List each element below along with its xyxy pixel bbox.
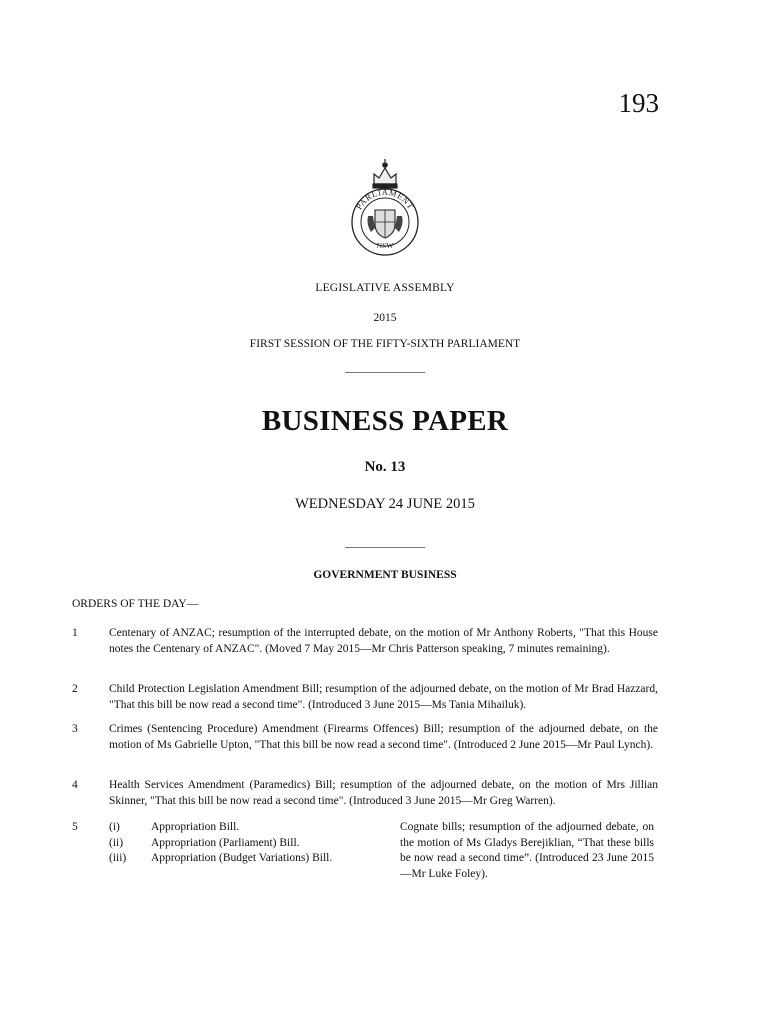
item-number: 4 bbox=[72, 779, 78, 791]
sub-item-bill: Appropriation (Parliament) Bill. bbox=[151, 836, 300, 849]
nsw-parliament-crest-icon bbox=[344, 158, 426, 258]
page-number: 193 bbox=[618, 88, 659, 118]
svg-text:PARLIAMENT: PARLIAMENT bbox=[353, 186, 417, 212]
item-text: Child Protection Legislation Amendment Bill; resumption of the adjourned debate, on the motion of Mr Brad Hazzard, "That this bill be now read a second time". (Introduced 3 June 2015—Ms Tania Mihailuk). bbox=[109, 683, 658, 711]
item-text: Health Services Amendment (Paramedics) Bill; resumption of the adjourned debate, on the motion of Mrs Jillian Skinner, "That this bill be now read a second time". (Introduced 3 June 2015—Mr Greg Warren). bbox=[109, 779, 658, 807]
paper-date: WEDNESDAY 24 JUNE 2015 bbox=[295, 496, 475, 512]
session-name: FIRST SESSION OF THE FIFTY-SIXTH PARLIAMENT bbox=[249, 338, 521, 350]
item-number: 5 bbox=[72, 821, 78, 833]
section-heading: GOVERNMENT BUSINESS bbox=[313, 569, 457, 581]
sub-item-numeral: (i) bbox=[109, 821, 120, 833]
item-text: Crimes (Sentencing Procedure) Amendment (Firearms Offences) Bill; resumption of the adjourned debate, on the motion of Ms Gabrielle Upton, "That this bill be now read a second time". (Introduced 2 June 2015—Mr Paul Lynch). bbox=[109, 723, 658, 751]
house-name: LEGISLATIVE ASSEMBLY bbox=[315, 282, 455, 294]
cognate-note: Cognate bills; resumption of the adjourned debate, on the motion of Ms Gladys Berejiklian, “That these bills be now read a second time”. (Introduced 23 June 2015—Mr Luke Foley). bbox=[400, 821, 654, 880]
document-title: BUSINESS PAPER bbox=[261, 405, 509, 437]
item-number: 3 bbox=[72, 723, 78, 735]
divider bbox=[345, 547, 425, 548]
item-text: Centenary of ANZAC; resumption of the interrupted debate, on the motion of Mr Anthony Roberts, "That this House notes the Centenary of ANZAC". (Moved 7 May 2015—Mr Chris Patterson speaking, 7 minutes remaining). bbox=[109, 627, 658, 655]
orders-heading: ORDERS OF THE DAY— bbox=[72, 598, 199, 610]
item-number: 2 bbox=[72, 683, 78, 695]
sub-item-bill: Appropriation Bill. bbox=[151, 821, 240, 833]
year: 2015 bbox=[373, 312, 397, 324]
paper-number: No. 13 bbox=[364, 459, 406, 475]
sub-item-numeral: (ii) bbox=[109, 836, 124, 849]
sub-item-bill: Appropriation (Budget Variations) Bill. bbox=[151, 852, 333, 864]
item-number: 1 bbox=[72, 627, 78, 639]
svg-text:NSW: NSW bbox=[376, 241, 394, 250]
sub-item-numeral: (iii) bbox=[109, 852, 127, 864]
divider bbox=[345, 372, 425, 373]
